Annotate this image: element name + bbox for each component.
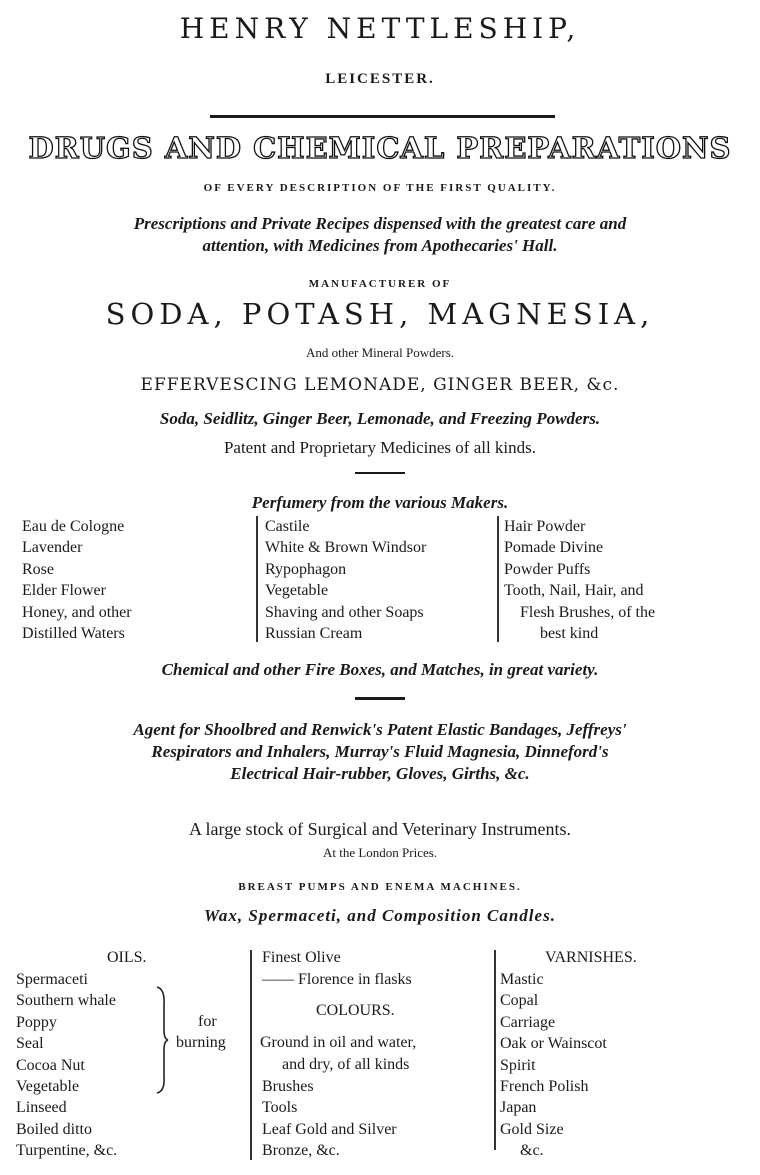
short-rule: [355, 697, 405, 700]
varnish-item: Carriage: [500, 1013, 556, 1031]
patent-medicines: Patent and Proprietary Medicines of all kinds.: [223, 438, 537, 457]
varnish-item: &c.: [520, 1142, 544, 1160]
florence-flasks: —— Florence in flasks: [262, 971, 412, 988]
perfumery-item: Eau de Cologne: [22, 518, 125, 535]
varnish-item: Japan: [500, 1099, 537, 1117]
agent-line-2: Respirators and Inhalers, Murray's Fluid Magnesia, Dinneford's: [151, 742, 609, 761]
perfumery-item: Lavender: [22, 539, 83, 557]
short-rule: [355, 472, 405, 474]
burning-label: burning: [176, 1034, 226, 1051]
ground-line-1: Ground in oil and water,: [260, 1034, 417, 1051]
finest-olive: Finest Olive: [262, 949, 341, 966]
for-label: for: [198, 1013, 217, 1030]
colours-item: Leaf Gold and Silver: [262, 1120, 397, 1138]
oil-item: Linseed: [16, 1099, 67, 1117]
perfumery-item: Elder Flower: [22, 582, 106, 600]
brush-item: Flesh Brushes, of the: [520, 603, 656, 621]
varnish-item: Mastic: [500, 971, 544, 988]
oil-item: Poppy: [16, 1013, 57, 1031]
varnish-item: Gold Size: [500, 1120, 564, 1138]
oil-item: Vegetable: [16, 1078, 80, 1095]
column-divider: [250, 950, 252, 1160]
colours-item: Tools: [262, 1099, 298, 1117]
oils-heading: OILS.: [107, 949, 147, 966]
oil-item: Southern whale: [16, 992, 116, 1010]
prescriptions-line-2: attention, with Medicines from Apothecaries' Hall.: [202, 236, 558, 255]
agent-line-3: Electrical Hair-rubber, Gloves, Girths, &c.: [230, 764, 530, 783]
agent-line-1: Agent for Shoolbred and Renwick's Patent Elastic Bandages, Jeffreys': [133, 720, 627, 739]
oil-item: Turpentine, &c.: [16, 1142, 118, 1160]
colours-item: Bronze, &c.: [262, 1142, 340, 1160]
soap-item: Castile: [265, 518, 310, 535]
quality-line: OF EVERY DESCRIPTION OF THE FIRST QUALITY.: [203, 182, 557, 194]
brush-item: best kind: [540, 625, 599, 642]
brush-item: Tooth, Nail, Hair, and: [504, 582, 644, 600]
brush-item: Pomade Divine: [504, 539, 604, 557]
oil-item: Boiled ditto: [16, 1120, 92, 1138]
ground-line-2: and dry, of all kinds: [282, 1056, 410, 1073]
varnish-item: Copal: [500, 992, 539, 1010]
oil-item: Spermaceti: [16, 971, 88, 988]
brush-item: Hair Powder: [504, 518, 586, 535]
prescriptions-line-1: Prescriptions and Private Recipes dispensed with the greatest care and: [133, 214, 627, 233]
perfumery-heading: Perfumery from the various Makers.: [251, 493, 509, 512]
divider-rule: [210, 115, 555, 118]
colours-item: Brushes: [262, 1078, 314, 1095]
london-prices: At the London Prices.: [322, 845, 438, 860]
brace: [155, 985, 169, 1095]
varnish-item: Oak or Wainscot: [500, 1035, 607, 1053]
perfumery-item: Distilled Waters: [22, 625, 125, 642]
oil-item: Seal: [16, 1035, 44, 1053]
column-divider: [497, 516, 499, 642]
soap-item: White & Brown Windsor: [265, 539, 427, 557]
oil-item: Cocoa Nut: [16, 1056, 85, 1074]
soap-item: Russian Cream: [265, 625, 363, 642]
soap-item: Vegetable: [265, 582, 329, 600]
varnish-item: Spirit: [500, 1056, 536, 1074]
candles-line: Wax, Spermaceti, and Composition Candles.: [204, 906, 556, 925]
mineral-powders: And other Mineral Powders.: [305, 345, 455, 360]
varnishes-heading: VARNISHES.: [545, 949, 637, 966]
column-divider: [256, 516, 258, 642]
town: LEICESTER.: [325, 71, 435, 87]
effervescing-line: EFFERVESCING LEMONADE, GINGER BEER, &c.: [140, 375, 620, 395]
soap-item: Shaving and other Soaps: [265, 603, 424, 621]
breast-pumps: BREAST PUMPS AND ENEMA MACHINES.: [238, 881, 522, 893]
fire-boxes-line: Chemical and other Fire Boxes, and Matches, in great variety.: [161, 660, 599, 679]
colours-heading: COLOURS.: [316, 1002, 395, 1019]
perfumery-item: Rose: [22, 560, 54, 578]
drugs-headline: DRUGS AND CHEMICAL PREPARATIONS: [28, 131, 732, 165]
varnish-item: French Polish: [500, 1078, 589, 1095]
soda-powders-line: Soda, Seidlitz, Ginger Beer, Lemonade, and Freezing Powders.: [159, 409, 601, 428]
powders-headline: SODA, POTASH, MAGNESIA,: [105, 297, 655, 331]
perfumery-item: Honey, and other: [22, 603, 132, 621]
manufacturer-label: MANUFACTURER OF: [308, 278, 452, 290]
column-divider: [494, 950, 496, 1150]
soap-item: Rypophagon: [265, 560, 347, 578]
proprietor-name: HENRY NETTLESHIP,: [179, 12, 581, 45]
brush-item: Powder Puffs: [504, 560, 591, 578]
instruments-line: A large stock of Surgical and Veterinary Instruments.: [189, 819, 571, 839]
